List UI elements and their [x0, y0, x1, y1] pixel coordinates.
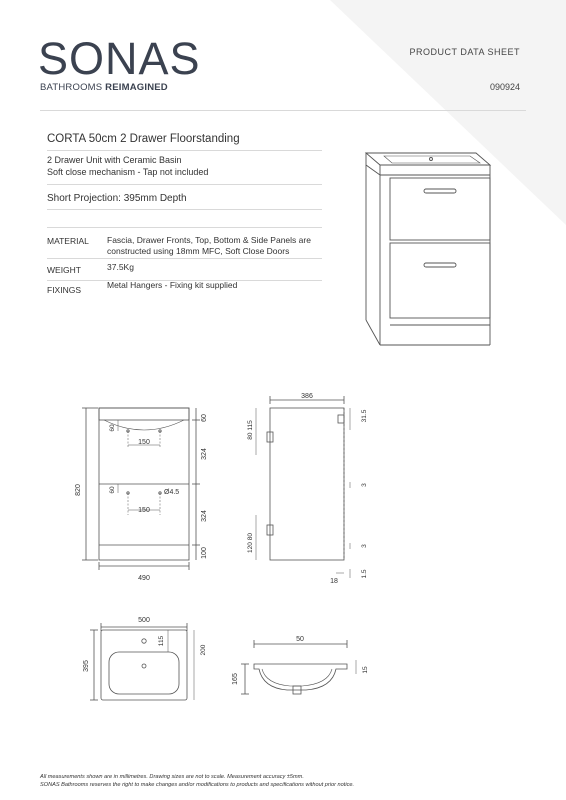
- header-divider: [40, 110, 526, 111]
- front-height-label: 820: [75, 484, 82, 496]
- divider: [47, 209, 322, 210]
- product-illustration: [356, 145, 496, 360]
- basin-width-label: 500: [138, 617, 150, 624]
- spec-label-material: MATERIAL: [47, 236, 89, 246]
- divider: [47, 227, 322, 228]
- bottom-gap-label: 1.5: [361, 569, 368, 579]
- spec-value-weight: 37.5Kg: [107, 262, 134, 272]
- bowl-label: 200: [200, 644, 207, 656]
- rim-label: 15: [362, 666, 369, 674]
- handle-drop-label-1: 60: [109, 424, 116, 432]
- brand-tagline: BATHROOMS REIMAGINED: [40, 82, 168, 93]
- handle-drop-label-2: 60: [109, 486, 116, 494]
- front-top-label: 60: [201, 414, 208, 422]
- handle-width-label-1: 150: [138, 439, 150, 446]
- divider: [47, 184, 322, 185]
- product-projection: Short Projection: 395mm Depth: [47, 193, 187, 204]
- spec-label-weight: WEIGHT: [47, 265, 81, 275]
- basin-depth-label: 395: [83, 660, 90, 672]
- side-depth-label: 386: [301, 393, 313, 400]
- product-title: CORTA 50cm 2 Drawer Floorstanding: [47, 133, 240, 145]
- fix-bottom-label: 120 80: [247, 533, 254, 553]
- panel-label: 18: [330, 578, 338, 585]
- plinth-label: 100: [201, 547, 208, 559]
- product-description: 2 Drawer Unit with Ceramic Basin: [47, 155, 182, 165]
- drawer-upper-label: 324: [201, 448, 208, 460]
- gap-1-label: 3: [361, 483, 368, 487]
- handle-width-label-2: 150: [138, 507, 150, 514]
- overhang-label: 50: [296, 636, 304, 643]
- section-height-label: 165: [232, 673, 239, 685]
- footer-disclaimer: All measurements shown are in millimetres. Drawing sizes are not to scale. Measurement accuracy ±5mm. SONAS Bathrooms reserves the right to make changes and/or modifications to products and specifications without prior notice.: [40, 774, 355, 788]
- brand-logo: SONAS: [38, 33, 201, 84]
- technical-drawings: [0, 380, 566, 770]
- fix-top-label: 80 115: [247, 420, 254, 440]
- spec-label-fixings: FIXINGS: [47, 285, 82, 295]
- product-features: Soft close mechanism - Tap not included: [47, 167, 209, 177]
- spec-value-material: Fascia, Drawer Fronts, Top, Bottom & Side Panels are constructed using 18mm MFC, Soft Close Doors: [107, 235, 311, 256]
- front-width-label: 490: [138, 575, 150, 582]
- divider: [47, 150, 322, 151]
- document-type: PRODUCT DATA SHEET: [409, 47, 520, 57]
- document-code: 090924: [489, 82, 520, 92]
- top-thickness-label: 31.5: [361, 409, 368, 423]
- hole-diameter-label: Ø4.5: [164, 489, 180, 496]
- tap-offset-label: 115: [158, 635, 165, 647]
- drawer-lower-label: 324: [201, 510, 208, 522]
- spec-value-fixings: Metal Hangers - Fixing kit supplied: [107, 280, 238, 290]
- divider: [47, 258, 322, 259]
- gap-2-label: 3: [361, 544, 368, 548]
